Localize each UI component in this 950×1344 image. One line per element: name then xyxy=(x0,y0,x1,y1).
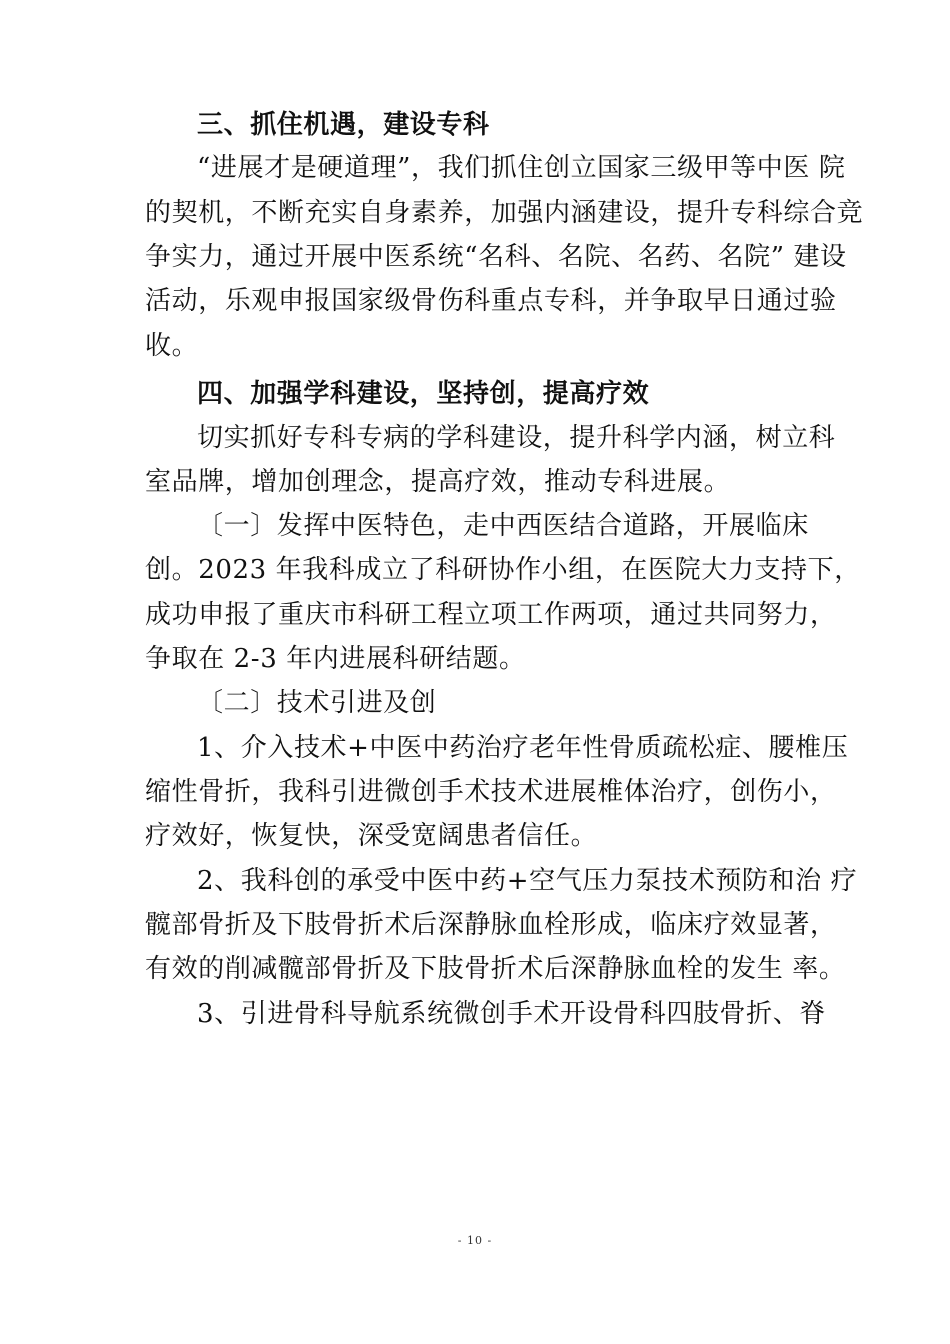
item-2-line-3: 有效的削减髋部骨折及下肢骨折术后深静脉血栓的发生 率。 xyxy=(145,954,846,984)
page-number: - 10 - xyxy=(457,1234,493,1247)
section-3-line-2: 的契机，不断充实自身素养，加强内涵建设，提升专科综合竞 xyxy=(145,198,864,228)
section-3-line-4: 活动，乐观申报国家级骨伤科重点专科，并争取早日通过验 xyxy=(145,286,837,316)
subsection-2-title: 〔二〕技术引进及创 xyxy=(197,688,437,718)
section-4-heading: 四、加强学科建设，坚持创，提高疗效 xyxy=(197,379,650,409)
section-3-line-5: 收。 xyxy=(145,331,199,361)
item-2-line-2: 髋部骨折及下肢骨折术后深静脉血栓形成，临床疗效显著， xyxy=(145,910,837,940)
section-3-line-1: “进展才是硬道理”，我们抓住创立国家三级甲等中医 院 xyxy=(197,153,846,183)
item-1-line-2: 缩性骨折，我科引进微创手术技术进展椎体治疗，创伤小， xyxy=(145,777,837,807)
section-3-line-3: 争实力，通过开展中医系统“名科、名院、名药、名院” 建设 xyxy=(145,242,847,272)
subsection-1-line-1: 〔一〕发挥中医特色，走中西医结合道路，开展临床 xyxy=(197,511,809,541)
item-1-line-1: 1、介入技术+中医中药治疗老年性骨质疏松症、腰椎压 xyxy=(197,733,849,763)
item-1-line-3: 疗效好，恢复快，深受宽阔患者信任。 xyxy=(145,821,598,851)
subsection-1-line-2: 创。2023 年我科成立了科研协作小组，在医院大力支持下， xyxy=(145,555,861,585)
section-4-line-1: 切实抓好专科专病的学科建设，提升科学内涵，树立科 xyxy=(197,423,836,453)
item-2-line-1: 2、我科创的承受中医中药+空气压力泵技术预防和治 疗 xyxy=(197,866,858,896)
section-3-heading: 三、抓住机遇，建设专科 xyxy=(197,110,490,140)
subsection-1-line-3: 成功申报了重庆市科研工程立项工作两项，通过共同努力， xyxy=(145,600,837,630)
section-4-line-2: 室品牌，增加创理念，提高疗效，推动专科进展。 xyxy=(145,467,731,497)
item-3-line-1: 3、引进骨科导航系统微创手术开设骨科四肢骨折、脊 xyxy=(197,999,826,1029)
subsection-1-line-4: 争取在 2-3 年内进展科研结题。 xyxy=(145,644,526,674)
